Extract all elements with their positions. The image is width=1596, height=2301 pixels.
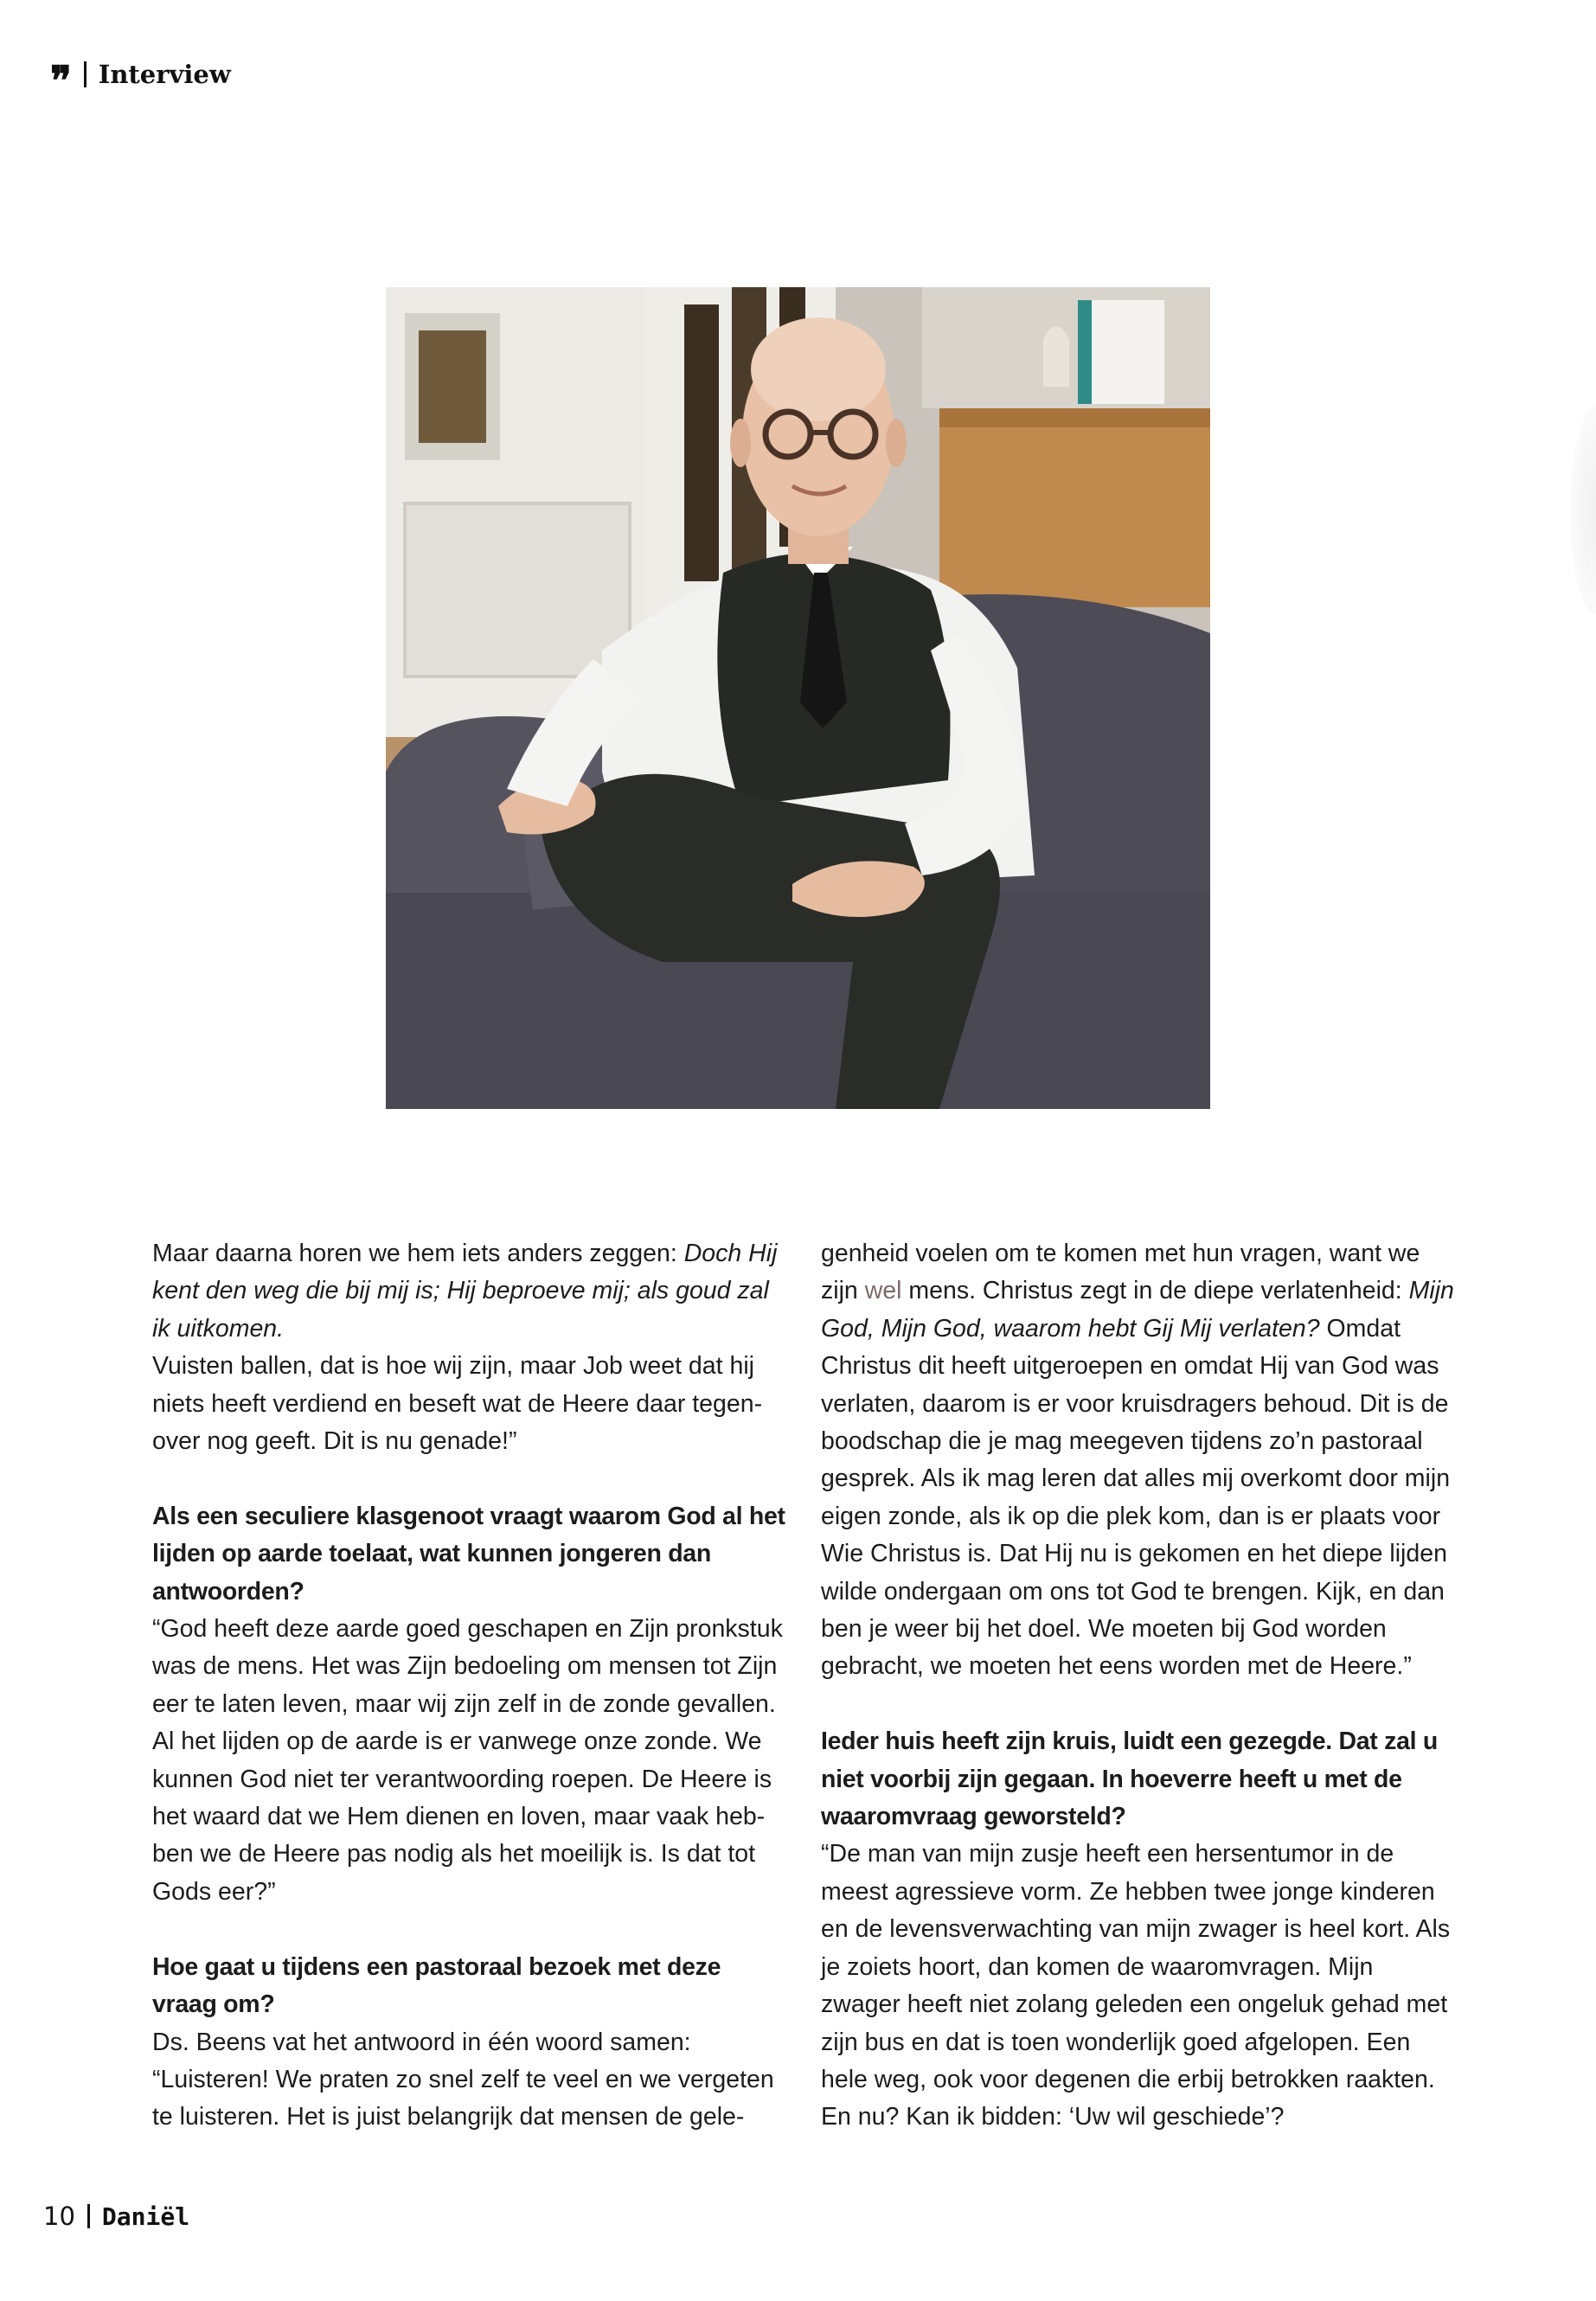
interview-answer: “God heeft deze aarde goed geschapen en Zijn pronkstuk was de mens. Het was Zijn bedoeling om mensen tot Zijn eer te laten leven, maar wij zijn zelf in de zonde gevallen. Al het lijden op de aarde is er vanwege onze zonde. We kunnen God niet ter verantwoording roepen. De Heere is het waard dat we Hem dienen en loven, maar vaak hebben we de Heere pas nodig als het moeilijk is. Is dat tot Gods eer?” xyxy=(152,1615,783,1906)
article-column-right xyxy=(821,1235,1457,2137)
paragraph: Maar daarna horen we hem iets anders zeggen: Doch Hij kent den weg die bij mij is; Hij beproeve mij; als goud zal ik uitkomen. xyxy=(152,1240,778,1343)
scripture-quote: Doch Hij kent den weg die bij mij is; Hij beproeve mij; als goud zal ik uitkomen. xyxy=(152,1240,778,1343)
interview-answer: “Luisteren! We praten zo snel zelf te veel en we vergeten te luisteren. Het is juist belangrijk dat mensen de gele- xyxy=(152,2065,774,2131)
paragraph: genheid voelen om te komen met hun vragen, want we zijn wel mens. Christus zegt in de diepe verlatenheid: Mijn God, Mijn God, waarom hebt Gij Mij verlaten? Omdat Christus dit heeft uitgeroepen en omdat Hij van God was verlaten, daarom is er voor kruisdragers behoud. Dit is de boodschap die je mag meegeven tijdens zo’n pastoraal gesprek. Als ik mag leren dat alles mij overkomt door mijn eigen zonde, als ik op die plek kom, dan is er plaats voor Wie Christus is. Dat Hij nu is gekomen en het diepe lijden wilde ondergaan om ons tot God te brengen. Kijk, en dan ben je weer bij het doel. We moeten bij God worden gebracht, we moeten het eens worden met de Heere.” xyxy=(821,1240,1454,1681)
section-title: Interview xyxy=(98,60,231,89)
interview-question: Hoe gaat u tijdens een pastoraal bezoek met deze vraag om? xyxy=(152,1952,721,2019)
quote-icon: ❞ xyxy=(50,57,72,104)
interview-question: Als een seculiere klasgenoot vraagt waarom God al het lijden op aarde toelaat, wat kunnen jongeren dan antwoorden? xyxy=(152,1502,785,1606)
interview-question: Ieder huis heeft zijn kruis, luidt een gezegde. Dat zal u niet voorbij zijn gegaan. In hoeverre heeft u met de waaromvraag geworsteld? xyxy=(821,1727,1438,1831)
page-number: 10 xyxy=(43,2202,75,2231)
article-column-left xyxy=(152,1235,788,2137)
paragraph: Vuisten ballen, dat is hoe wij zijn, maar Job weet dat hij niets heeft verdiend en beseft wat de Heere daar tegenover nog geeft. Dit is nu genade!” xyxy=(152,1352,763,1456)
footer-divider xyxy=(87,2204,90,2228)
portrait-illustration xyxy=(386,287,1210,1109)
page-edge-shadow xyxy=(1570,407,1596,614)
page-footer xyxy=(43,2199,189,2234)
emphasis-word: wel xyxy=(864,1277,902,1305)
page-header xyxy=(50,57,231,104)
header-divider xyxy=(84,61,87,87)
interview-answer: Ds. Beens vat het antwoord in één woord samen: xyxy=(152,2028,691,2056)
interview-answer: “De man van mijn zusje heeft een hersentumor in de meest agressieve vorm. Ze hebben twee jonge kinderen en de levensverwachting van mijn zwager is heel kort. Als je zoiets hoort, dan komen de waaromvragen. Mijn zwager heeft niet zolang geleden een ongeluk gehad met zijn bus en dat is toen wonderlijk goed afgelopen. Een hele weg, ook voor degenen die erbij betrokken raakten. En nu? Kan ik bidden: ‘Uw wil geschiede’? xyxy=(821,1840,1451,2131)
magazine-name: Daniël xyxy=(101,2202,190,2231)
interview-photo xyxy=(386,287,1210,1109)
scripture-quote: Mijn God, Mijn God, waarom hebt Gij Mij verlaten? xyxy=(821,1277,1454,1343)
